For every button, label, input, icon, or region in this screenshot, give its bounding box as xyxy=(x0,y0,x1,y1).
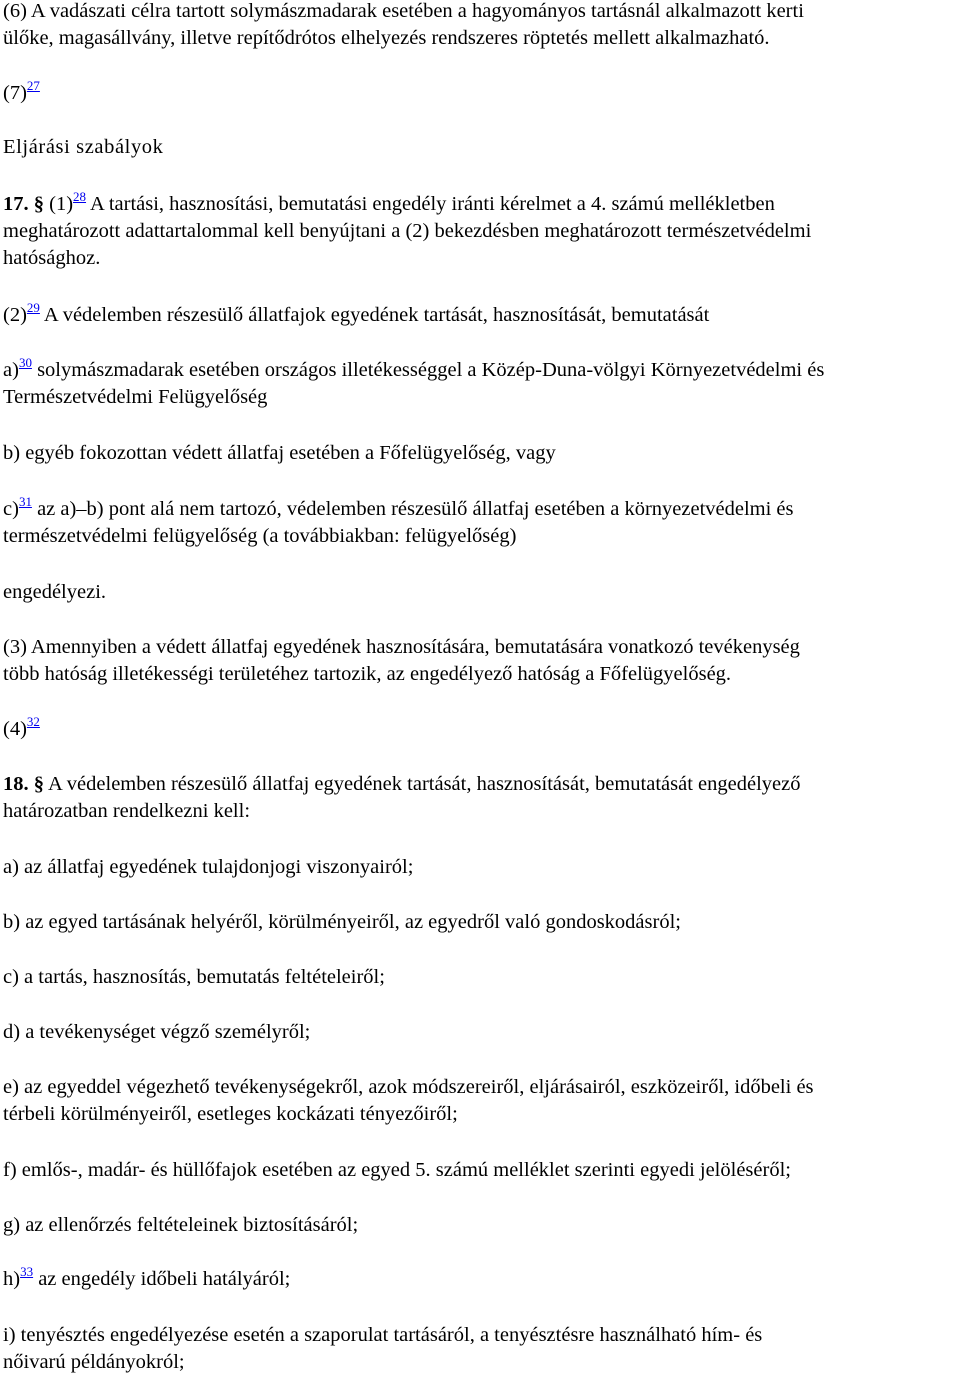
point-a-line-2: Természetvédelmi Felügyelőség xyxy=(3,386,268,408)
point-b: b) egyéb fokozottan védett állatfaj esetében a Főfelügyelőség, vagy xyxy=(3,442,556,464)
list-item-i xyxy=(3,1322,960,1376)
footnote-link-28[interactable]: 28 xyxy=(73,189,87,204)
list-item-a: a) az állatfaj egyedének tulajdonjogi viszonyairól; xyxy=(3,856,414,878)
paragraph-3-line-1: (3) Amennyiben a védett állatfaj egyedének hasznosítására, bemutatására vonatkozó tevékenység xyxy=(3,636,800,658)
section-17-number: 17. xyxy=(3,193,29,215)
point-a-label: a) xyxy=(3,359,19,381)
point-a-text: solymászmadarak esetében országos illetékességgel a Közép-Duna-völgyi Környezetvédelmi és xyxy=(37,359,825,381)
list-item-g: g) az ellenőrzés feltételeinek biztosításáról; xyxy=(3,1214,359,1236)
list-item-d: d) a tevékenységet végző személyről; xyxy=(3,1021,311,1043)
paragraph-6 xyxy=(3,0,960,52)
paragraph-7-label: (7) xyxy=(3,82,27,104)
section-17-paragraph-2 xyxy=(3,302,960,329)
s17-p1-text: A tartási, hasznosítási, bemutatási engedély iránti kérelmet a 4. számú mellékletben xyxy=(90,193,775,215)
paragraph-3 xyxy=(3,634,960,688)
footnote-link-29[interactable]: 29 xyxy=(26,300,40,315)
s17-p2-label: (2) xyxy=(3,304,27,326)
point-c-line-2: természetvédelmi felügyelőség (a továbbiakban: felügyelőség) xyxy=(3,525,517,547)
section-18-text: A védelemben részesülő állatfaj egyedének tartását, hasznosítását, bemutatását engedélyező xyxy=(48,773,801,795)
footnote-link-31[interactable]: 31 xyxy=(18,494,32,509)
paragraph-7 xyxy=(3,80,960,107)
section-18 xyxy=(3,771,960,825)
list-item-e-line-1: e) az egyeddel végezhető tevékenységekről, azok módszereiről, eljárásairól, eszközeiről, időbeli és xyxy=(3,1076,814,1098)
section-18-number: 18. xyxy=(3,773,29,795)
section-17-paragraph-1 xyxy=(3,191,960,272)
list-item-c: c) a tartás, hasznosítás, bemutatás feltételeiről; xyxy=(3,966,385,988)
section-heading: Eljárási szabályok xyxy=(3,136,164,158)
list-item-h xyxy=(3,1266,960,1293)
list-item-e-line-2: térbeli körülményeiről, esetleges kockázati tényezőiről; xyxy=(3,1103,458,1125)
point-c xyxy=(3,496,960,550)
section-18-symbol: § xyxy=(33,773,44,795)
footnote-link-30[interactable]: 30 xyxy=(18,355,32,370)
paragraph-6-line-2: ülőke, magasállvány, illetve repítődrótos elhelyezés rendszeres röptetés mellett alkalmazható. xyxy=(3,27,770,49)
paragraph-4-label: (4) xyxy=(3,718,27,740)
paragraph-3-line-2: több hatóság illetékességi területéhez tartozik, az engedélyező hatóság a Főfelügyelőség. xyxy=(3,663,732,685)
point-c-label: c) xyxy=(3,498,19,520)
list-item-f: f) emlős-, madár- és hüllőfajok esetében az egyed 5. számú melléklet szerinti egyedi jelöléséről; xyxy=(3,1159,791,1181)
s17-p2-text: A védelemben részesülő állatfajok egyedének tartását, hasznosítását, bemutatását xyxy=(43,304,710,326)
paragraph-4 xyxy=(3,716,960,743)
s17-p1-line-3: hatósághoz. xyxy=(3,247,101,269)
footnote-link-33[interactable]: 33 xyxy=(20,1264,34,1279)
section-17-symbol: § xyxy=(33,193,44,215)
point-a xyxy=(3,357,960,411)
list-item-h-text: az engedély időbeli hatályáról; xyxy=(38,1268,291,1290)
paragraph-6-line-1: (6) A vadászati célra tartott solymászmadarak esetében a hagyományos tartásnál alkalmazott kerti xyxy=(3,0,804,22)
s17-p1-line-2: meghatározott adattartalommal kell benyújtani a (2) bekezdésben meghatározott természetvédelmi xyxy=(3,220,812,242)
footnote-link-27[interactable]: 27 xyxy=(26,78,40,93)
engedelyezi-text: engedélyezi. xyxy=(3,581,107,603)
list-item-h-label: h) xyxy=(3,1268,21,1290)
list-item-b: b) az egyed tartásának helyéről, körülményeiről, az egyedről való gondoskodásról; xyxy=(3,911,681,933)
footnote-link-32[interactable]: 32 xyxy=(26,714,40,729)
list-item-i-line-1: i) tenyésztés engedélyezése esetén a szaporulat tartásáról, a tenyésztésre használható hím- és xyxy=(3,1324,763,1346)
list-item-e xyxy=(3,1074,960,1128)
point-c-text: az a)–b) pont alá nem tartozó, védelemben részesülő állatfaj esetében a környezetvédelmi és xyxy=(37,498,794,520)
list-item-i-line-2: nőivarú példányokról; xyxy=(3,1351,185,1373)
s17-p1-label: (1) xyxy=(49,193,74,215)
section-18-line-2: határozatban rendelkezni kell: xyxy=(3,800,251,822)
